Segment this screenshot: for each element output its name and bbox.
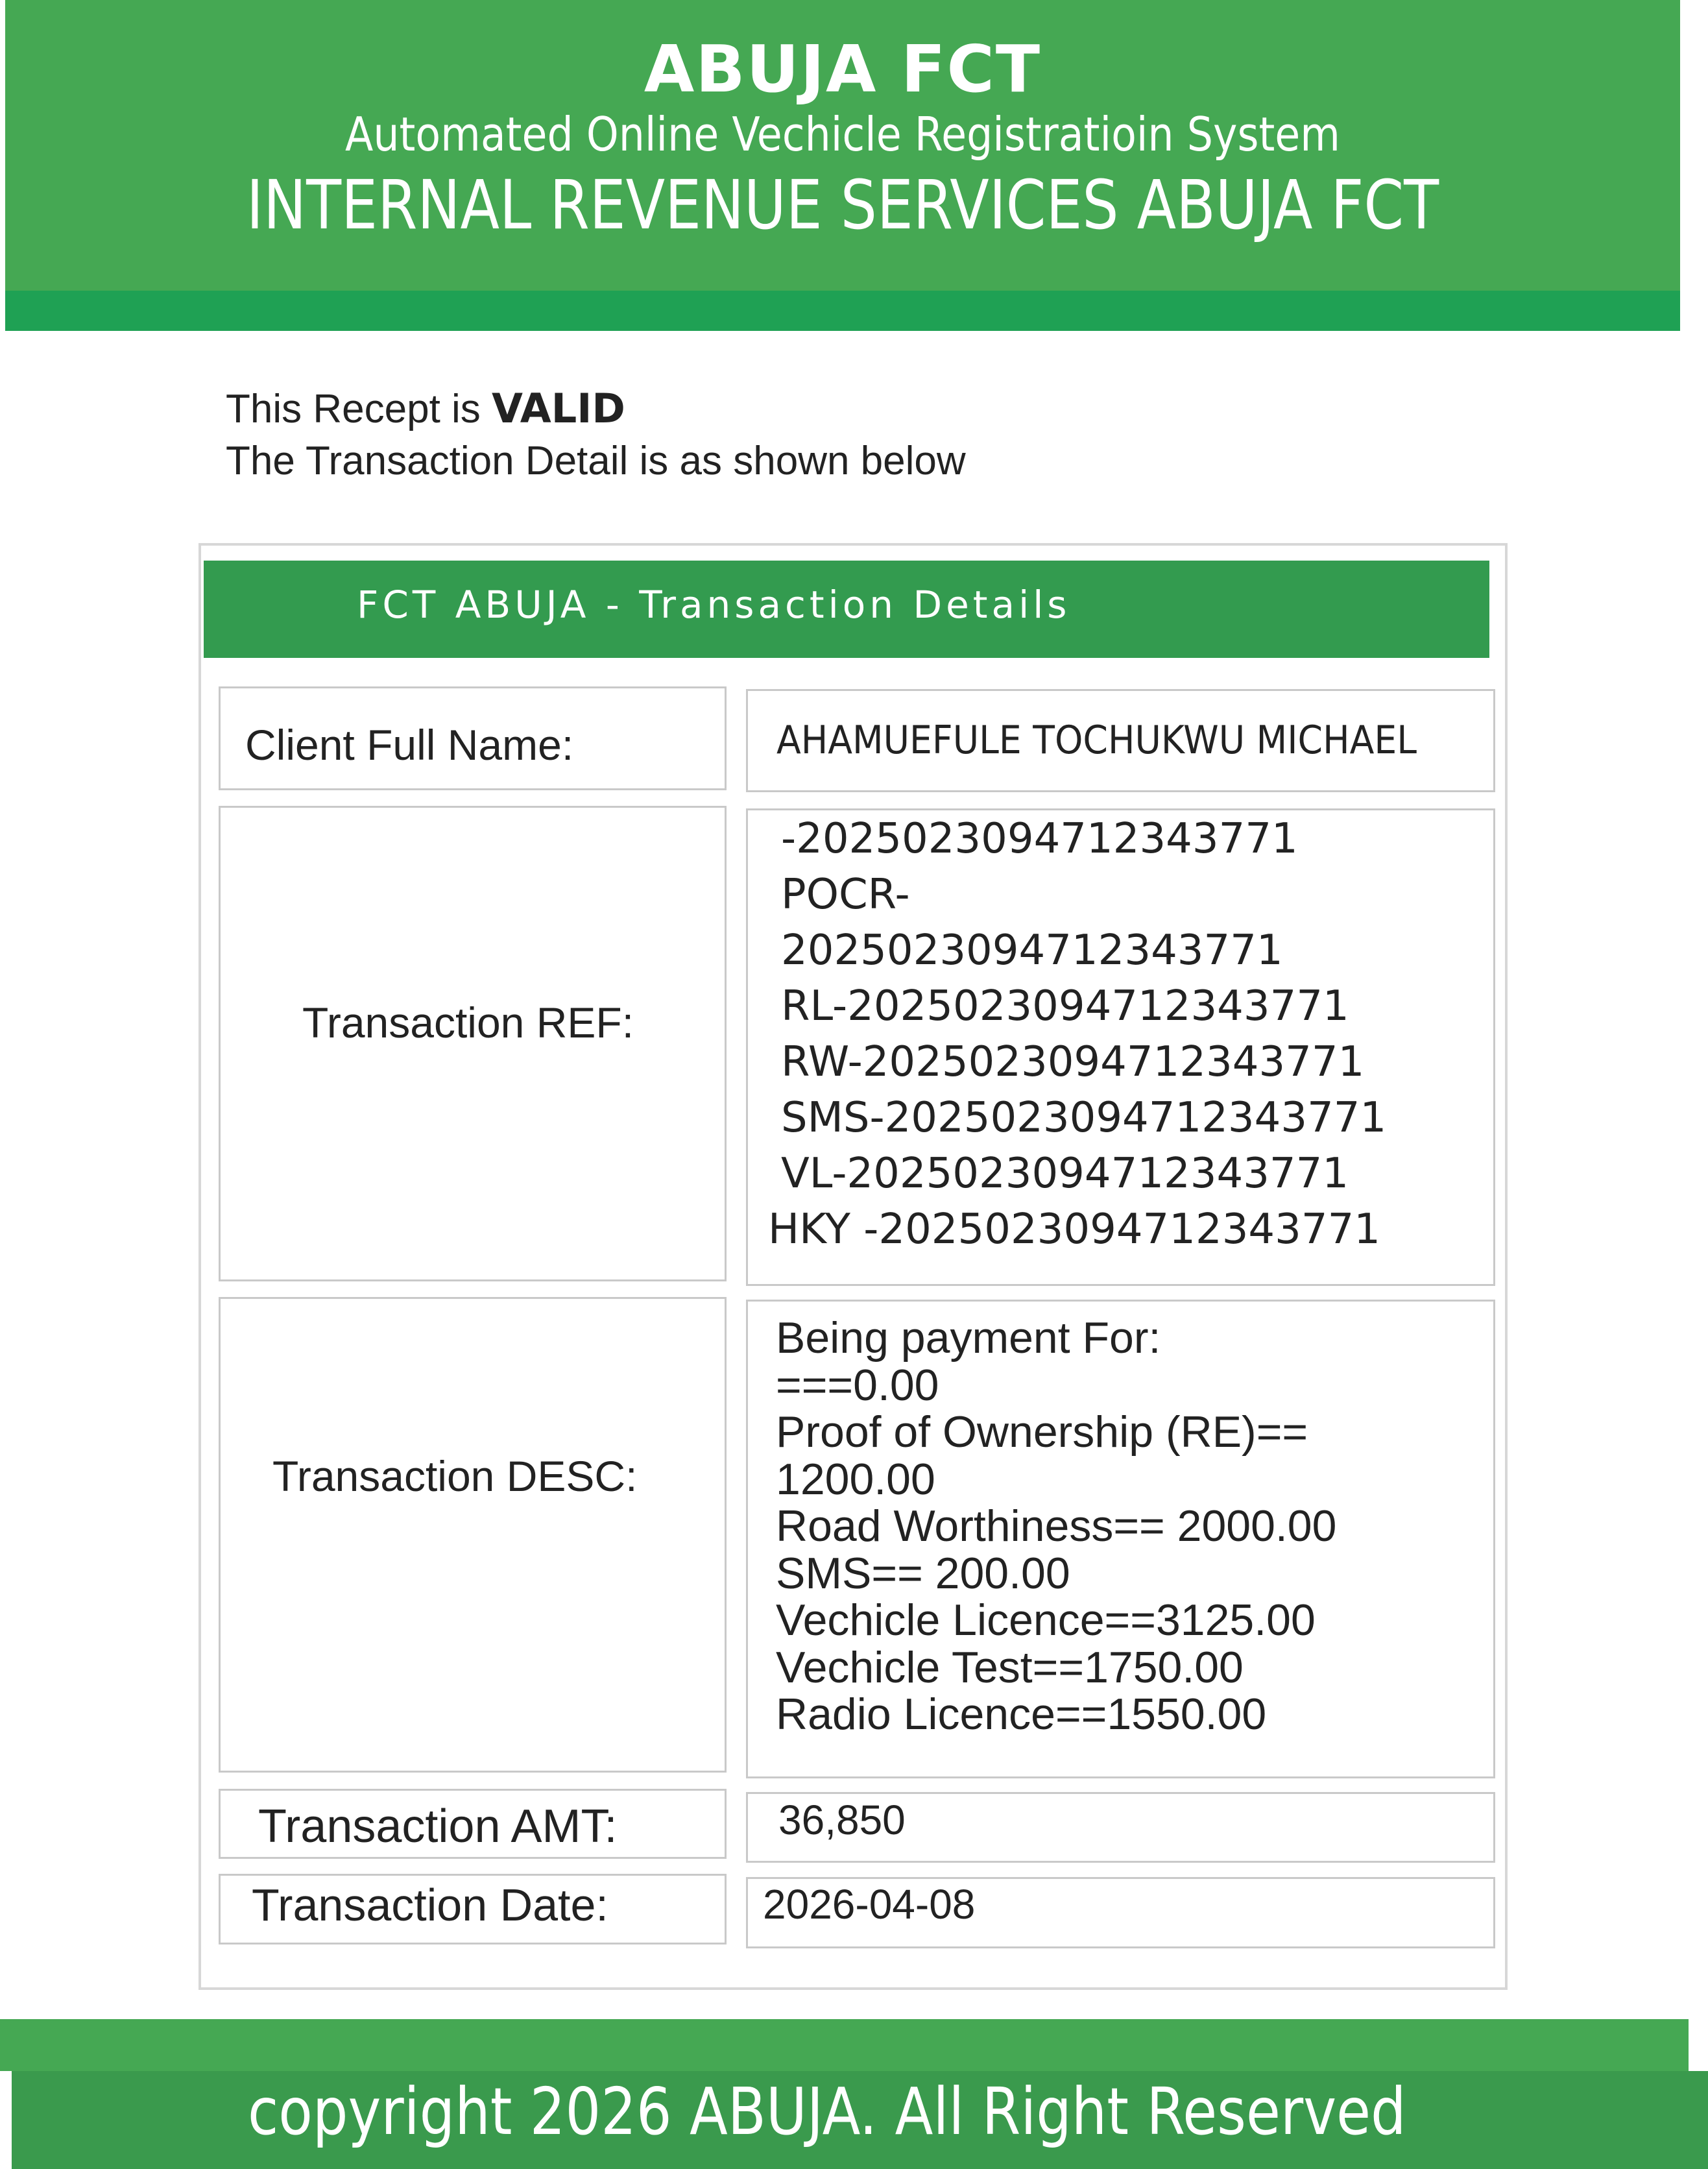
footer-copyright: copyright 2026 ABUJA. All Right Reserved xyxy=(248,2074,1406,2150)
desc-line: ===0.00 xyxy=(776,1360,939,1410)
desc-line: Being payment For: xyxy=(776,1313,1161,1363)
amount-value: 36,850 xyxy=(778,1797,906,1843)
ref-line: POCR- xyxy=(781,871,910,919)
desc-line: Radio Licence==1550.00 xyxy=(776,1690,1267,1739)
desc-label: Transaction DESC: xyxy=(272,1452,638,1500)
ref-line: 2025023094712343771 xyxy=(781,927,1283,975)
desc-line: 1200.00 xyxy=(776,1454,935,1504)
card-title: FCT ABUJA - Transaction Details xyxy=(357,583,1071,627)
date-value: 2026-04-08 xyxy=(763,1881,976,1928)
header-title: ABUJA FCT xyxy=(644,31,1042,107)
status-line xyxy=(226,383,966,435)
amount-label: Transaction AMT: xyxy=(258,1800,618,1852)
desc-line: Vechicle Licence==3125.00 xyxy=(776,1595,1316,1645)
receipt-status xyxy=(226,383,966,487)
ref-line: VL-2025023094712343771 xyxy=(781,1150,1349,1198)
ref-line: HKY -2025023094712343771 xyxy=(768,1206,1380,1254)
header-subtitle: Automated Online Vechicle Registratioin System xyxy=(344,107,1341,162)
ref-label: Transaction REF: xyxy=(302,999,634,1047)
status-detail-line: The Transaction Detail is as shown below xyxy=(226,439,966,483)
desc-label-cell xyxy=(219,1297,727,1773)
ref-line: -2025023094712343771 xyxy=(781,815,1298,863)
header-strip xyxy=(5,291,1680,331)
status-prefix: This Recept is xyxy=(226,387,492,431)
desc-line: Vechicle Test==1750.00 xyxy=(776,1642,1244,1692)
footer-top-strip xyxy=(0,2019,1689,2071)
date-label: Transaction Date: xyxy=(252,1880,608,1930)
desc-values xyxy=(776,1315,1336,1738)
ref-line: RW-2025023094712343771 xyxy=(781,1038,1365,1086)
desc-line: Proof of Ownership (RE)== xyxy=(776,1407,1308,1457)
ref-values xyxy=(759,811,1386,1257)
ref-line: SMS-2025023094712343771 xyxy=(781,1094,1387,1142)
desc-line: Road Worthiness== 2000.00 xyxy=(776,1501,1337,1551)
header-organization: INTERNAL REVENUE SERVICES ABUJA FCT xyxy=(246,165,1439,245)
client-name-value: AHAMUEFULE TOCHUKWU MICHAEL xyxy=(776,718,1417,763)
status-valid-word: VALID xyxy=(492,385,625,432)
desc-line: SMS== 200.00 xyxy=(776,1548,1070,1598)
ref-line: RL-2025023094712343771 xyxy=(781,982,1349,1030)
client-name-label: Client Full Name: xyxy=(245,721,574,769)
